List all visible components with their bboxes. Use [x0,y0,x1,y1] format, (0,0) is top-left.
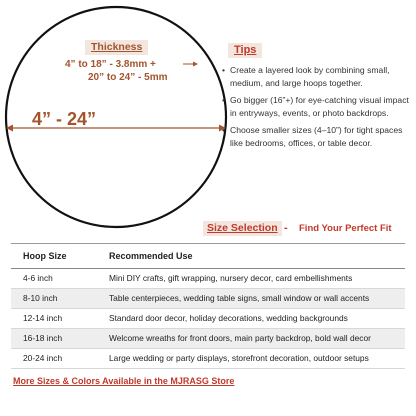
tip-item [222,64,414,89]
size-cell: 12-14 inch [23,313,63,323]
tips-list [222,64,414,155]
bullet-icon: • [222,65,226,75]
bullet-icon: • [222,95,226,106]
tip-text: Create a layered look by combining small, medium, and large hoops together. [230,65,390,88]
thickness-line-small: 4” to 18” - 3.8mm + [65,59,156,70]
thickness-label: Thickness [85,40,148,55]
size-table [11,243,405,369]
bullet-icon: • [222,125,226,136]
size-selection-dash: - [284,222,288,234]
thickness-line-large: 20” to 24” - 5mm [88,72,168,83]
table-row [11,329,405,349]
size-range-label: 4” - 24” [32,109,97,129]
use-cell: Mini DIY crafts, gift wrapping, nursery decor, card embellishments [109,273,353,283]
size-selection-subtitle: Find Your Perfect Fit [299,223,392,234]
tips-label: Tips [228,43,262,58]
size-cell: 8-10 inch [23,293,58,303]
table-row [11,289,405,309]
tip-text: Choose smaller sizes (4–10”) for tight spaces like bedrooms, offices, or table decor. [230,125,403,148]
use-cell: Standard door decor, holiday decorations, wedding backgrounds [109,313,348,323]
table-row [11,269,405,289]
size-cell: 16-18 inch [23,333,63,343]
table-row [11,309,405,329]
header-recommended-use: Recommended Use [109,251,193,261]
table-row [11,349,405,369]
size-cell: 4-6 inch [23,273,53,283]
tip-item [222,124,414,149]
thickness-pointer [183,62,198,67]
size-cell: 20-24 inch [23,353,63,363]
use-cell: Table centerpieces, wedding table signs, small window or wall accents [109,293,370,303]
use-cell: Large wedding or party displays, storefront decoration, outdoor setups [109,353,369,363]
tip-item [222,94,414,119]
tip-text: Go bigger (16”+) for eye-catching visual impact in entryways, events, or photo backdrops. [230,95,409,118]
table-header-row [11,243,405,269]
size-selection-label: Size Selection [203,221,282,236]
header-hoop-size: Hoop Size [23,251,67,261]
store-link[interactable]: More Sizes & Colors Available in the MJRASG Store [13,376,235,386]
use-cell: Welcome wreaths for front doors, main party backdrop, bold wall decor [109,333,371,343]
